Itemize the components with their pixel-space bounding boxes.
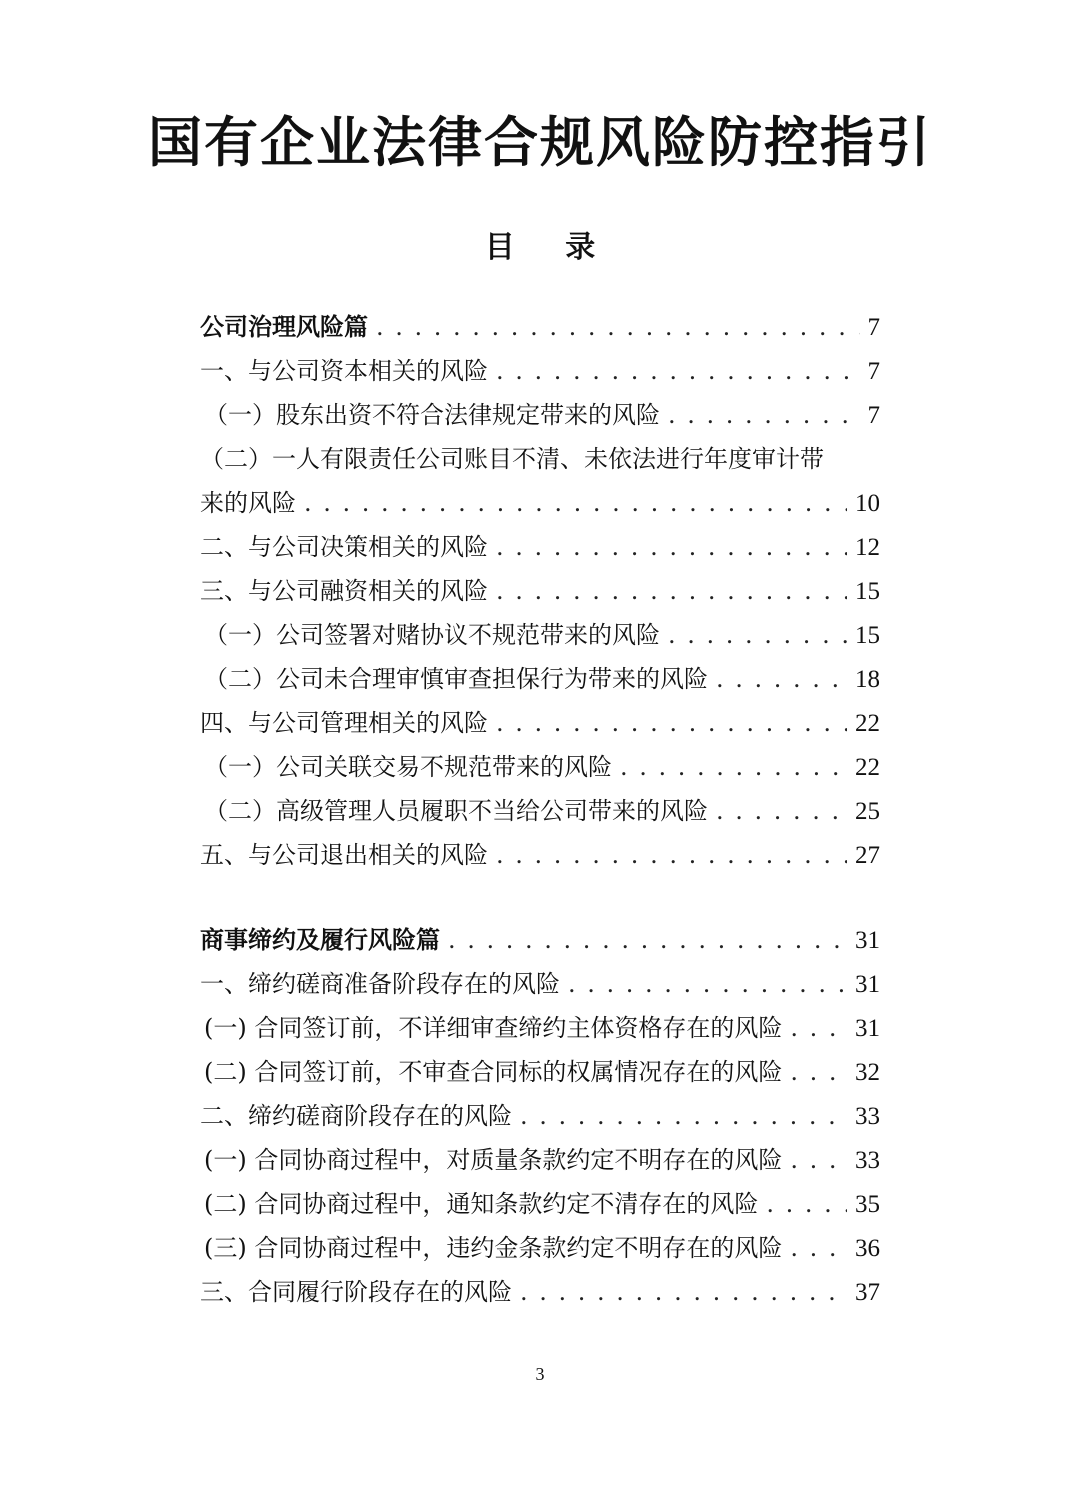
toc-page-number: 15 bbox=[855, 578, 880, 605]
toc-leader-dots bbox=[304, 481, 847, 525]
toc-entry[interactable] bbox=[200, 525, 880, 569]
toc-entry[interactable] bbox=[200, 789, 880, 833]
toc-entry-label: 来的风险 bbox=[200, 489, 296, 517]
toc-section-contract-risk bbox=[200, 918, 880, 1314]
toc-entry-label: 一、缔约磋商准备阶段存在的风险 bbox=[200, 970, 560, 998]
toc-entry[interactable] bbox=[200, 833, 880, 877]
toc-leader-dots bbox=[496, 701, 847, 745]
toc-page-number: 33 bbox=[855, 1103, 880, 1130]
toc-leader-dots bbox=[520, 1094, 847, 1138]
toc-section-corporate-governance bbox=[200, 305, 880, 877]
toc-entry[interactable] bbox=[200, 1182, 880, 1226]
toc-entry[interactable] bbox=[200, 569, 880, 613]
toc-entry[interactable] bbox=[200, 1138, 880, 1182]
toc-entry-label: （一）公司签署对赌协议不规范带来的风险 bbox=[204, 621, 660, 649]
toc-part-row[interactable] bbox=[200, 305, 880, 349]
toc-entry-label: (二) 合同协商过程中，通知条款约定不清存在的风险 bbox=[204, 1190, 759, 1218]
toc-leader-dots bbox=[790, 1006, 847, 1050]
toc-entry[interactable] bbox=[200, 349, 880, 393]
toc-page-number: 33 bbox=[855, 1147, 880, 1174]
toc-leader-dots bbox=[496, 349, 860, 393]
toc-leader-dots bbox=[790, 1050, 847, 1094]
toc-entry-label: （二）高级管理人员履职不当给公司带来的风险 bbox=[204, 797, 708, 825]
toc-page-number: 36 bbox=[855, 1235, 880, 1262]
toc-entry[interactable] bbox=[200, 1094, 880, 1138]
toc-entry-label: （一）股东出资不符合法律规定带来的风险 bbox=[204, 401, 660, 429]
toc-entry[interactable] bbox=[200, 1006, 880, 1050]
toc-entry-label: 一、与公司资本相关的风险 bbox=[200, 357, 488, 385]
toc-part-label: 公司治理风险篇 bbox=[200, 313, 368, 341]
document-title: 国有企业法律合规风险防控指引 bbox=[148, 111, 932, 174]
toc-part-label: 商事缔约及履行风险篇 bbox=[200, 926, 440, 954]
toc-page-number: 31 bbox=[855, 927, 880, 954]
toc-entry[interactable] bbox=[200, 1050, 880, 1094]
toc-entry[interactable] bbox=[200, 657, 880, 701]
toc-leader-dots bbox=[716, 789, 847, 833]
toc-page-number: 31 bbox=[855, 1015, 880, 1042]
toc-page-number: 25 bbox=[855, 798, 880, 825]
toc-entry-label: (三) 合同协商过程中，违约金条款约定不明存在的风险 bbox=[204, 1234, 783, 1262]
toc-leader-dots bbox=[520, 1270, 847, 1314]
toc-entry[interactable] bbox=[200, 1226, 880, 1270]
page-footer-number: 3 bbox=[535, 1364, 545, 1384]
toc-entry-label: （一）公司关联交易不规范带来的风险 bbox=[204, 753, 612, 781]
toc-entry[interactable] bbox=[200, 701, 880, 745]
toc-leader-dots bbox=[496, 569, 847, 613]
toc-entry[interactable] bbox=[200, 393, 880, 437]
toc-page-number: 32 bbox=[855, 1059, 880, 1086]
toc-page-number: 22 bbox=[855, 710, 880, 737]
toc-entry[interactable] bbox=[200, 962, 880, 1006]
toc-entry-label: 二、缔约磋商阶段存在的风险 bbox=[200, 1102, 512, 1130]
toc-leader-dots bbox=[376, 305, 860, 349]
toc-leader-dots bbox=[496, 833, 847, 877]
toc-page-number: 37 bbox=[855, 1279, 880, 1306]
toc-leader-dots bbox=[790, 1226, 847, 1270]
toc-entry[interactable] bbox=[200, 613, 880, 657]
toc-entry-label: (一) 合同协商过程中，对质量条款约定不明存在的风险 bbox=[204, 1146, 783, 1174]
toc-part-row[interactable] bbox=[200, 918, 880, 962]
toc-page-number: 31 bbox=[855, 971, 880, 998]
toc-entry-label: 三、与公司融资相关的风险 bbox=[200, 577, 488, 605]
toc-page-number: 10 bbox=[855, 490, 880, 517]
toc-page-number: 18 bbox=[855, 666, 880, 693]
toc-page-number: 15 bbox=[855, 622, 880, 649]
toc-entry-label: 四、与公司管理相关的风险 bbox=[200, 709, 488, 737]
toc-leader-dots bbox=[716, 657, 847, 701]
toc-page-number: 27 bbox=[855, 842, 880, 869]
toc-page-number: 22 bbox=[855, 754, 880, 781]
toc-leader-dots bbox=[448, 918, 847, 962]
toc-entry[interactable] bbox=[200, 1270, 880, 1314]
toc-entry[interactable] bbox=[200, 481, 880, 525]
toc-page-number: 7 bbox=[867, 314, 880, 341]
toc-entry-label: (二) 合同签订前，不审查合同标的权属情况存在的风险 bbox=[204, 1058, 783, 1086]
toc-entry-label: 三、合同履行阶段存在的风险 bbox=[200, 1278, 512, 1306]
toc-entry[interactable] bbox=[200, 745, 880, 789]
toc-page-number: 12 bbox=[855, 534, 880, 561]
toc-leader-dots bbox=[790, 1138, 847, 1182]
toc-leader-dots bbox=[766, 1182, 847, 1226]
toc-leader-dots bbox=[568, 962, 847, 1006]
toc-entry-label: （二）公司未合理审慎审查担保行为带来的风险 bbox=[204, 665, 708, 693]
toc-leader-dots bbox=[668, 613, 847, 657]
toc-leader-dots bbox=[496, 525, 847, 569]
toc-entry-wrapped-line[interactable]: （二）一人有限责任公司账目不清、未依法进行年度审计带 bbox=[200, 445, 824, 473]
toc-leader-dots bbox=[668, 393, 860, 437]
toc-entry-label: (一) 合同签订前，不详细审查缔约主体资格存在的风险 bbox=[204, 1014, 783, 1042]
toc-entry-label: 二、与公司决策相关的风险 bbox=[200, 533, 488, 561]
toc-leader-dots bbox=[620, 745, 847, 789]
toc-entry-label: 五、与公司退出相关的风险 bbox=[200, 841, 488, 869]
toc-heading: 目 录 bbox=[484, 230, 616, 265]
toc-page-number: 7 bbox=[867, 358, 880, 385]
toc-page-number: 35 bbox=[855, 1191, 880, 1218]
toc-page-number: 7 bbox=[867, 402, 880, 429]
